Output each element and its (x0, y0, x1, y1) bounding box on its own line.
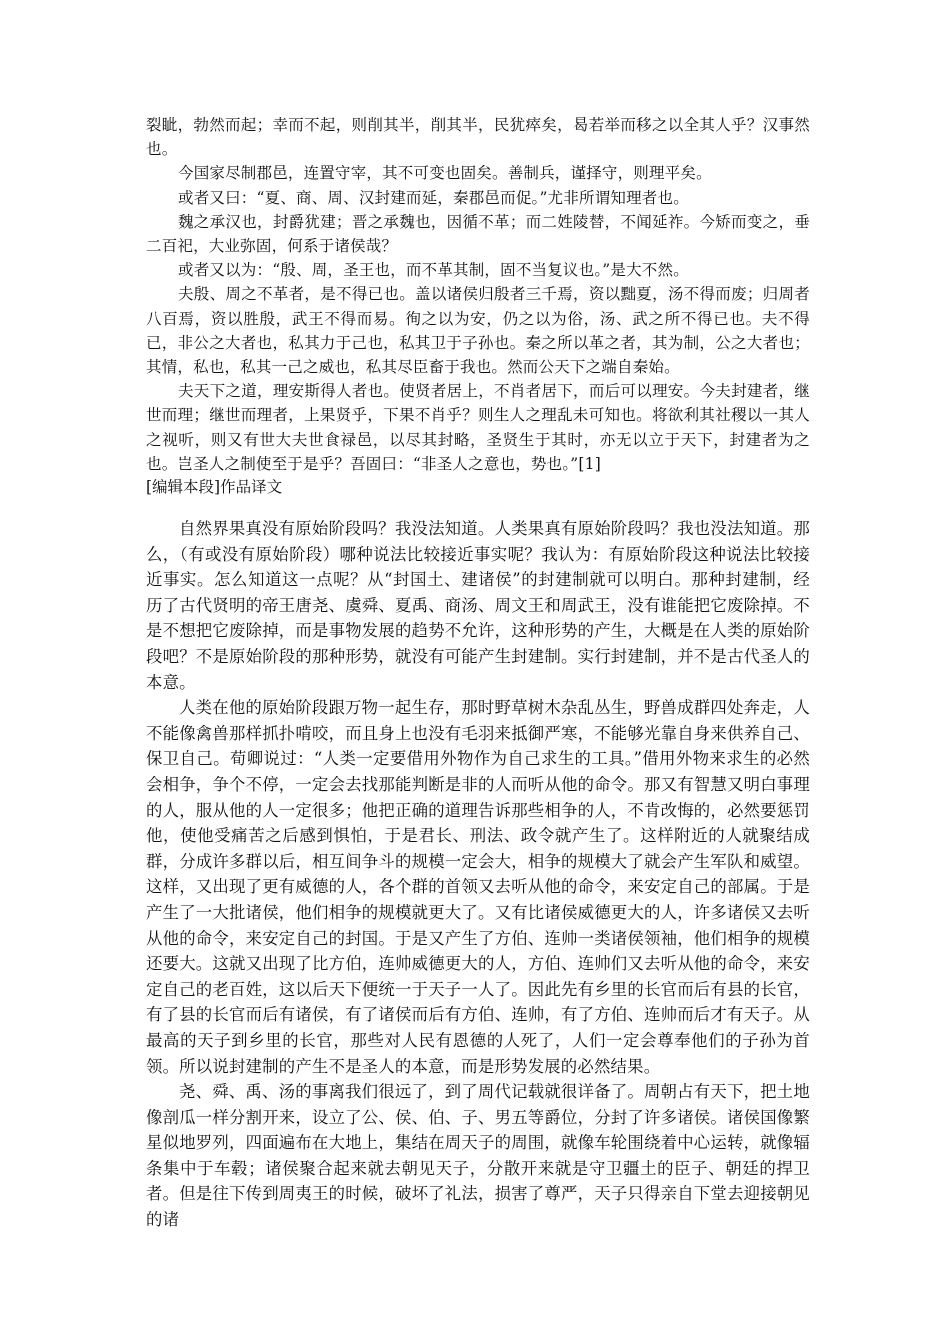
edit-section-link[interactable]: [编辑本段]作品译文 (146, 478, 283, 497)
original-paragraph: 夫殷、周之不革者，是不得已也。盖以诸侯归殷者三千焉，资以黜夏，汤不得而废；归周者八百焉，资以胜殷，武王不得而易。徇之以为安，仍之以为俗，汤、武之所不得已也。夫不得已，非公之大者也，私其力于己也，私其卫于子孙也。秦之所以革之者，其为制，公之大者也；其情，私也，私其一己之威也，私其尽臣畜于我也。然而公天下之端自秦始。 (146, 285, 810, 377)
original-paragraph: 夫天下之道，理安斯得人者也。使贤者居上，不肖者居下，而后可以理安。今夫封建者，继世而理；继世而理者，上果贤乎，下果不肖乎？则生人之理乱未可知也。将欲利其社稷以一其人之视听，则又有世大夫世食禄邑，以尽其封略，圣贤生于其时，亦无以立于天下，封建者为之也。岂圣人之制使至于是乎？吾固曰：“非圣人之意也，势也。”[1] (146, 382, 810, 473)
document-page (146, 113, 810, 1233)
original-text-section (146, 113, 810, 476)
translation-paragraph: 人类在他的原始阶段跟万物一起生存，那时野草树木杂乱丛生，野兽成群四处奔走，人不能像禽兽那样抓扑啃咬，而且身上也没有毛羽来抵御严寒，不能够光靠自身来供养自己、保卫自己。荀卿说过：“人类一定要借用外物作为自己求生的工具。”借用外物来求生的必然会相争，争个不停，一定会去找那能判断是非的人而听从他的命令。那又有智慧又明白事理的人，服从他的人一定很多；他把正确的道理告诉那些相争的人，不肯改悔的，必然要惩罚他，使他受痛苦之后感到惧怕，于是君长、刑法、政令就产生了。这样附近的人就聚结成群，分成许多群以后，相互间争斗的规模一定会大，相争的规模大了就会产生军队和威望。这样，又出现了更有威德的人，各个群的首领又去听从他的命令，来安定自己的部属。于是产生了一大批诸侯，他们相争的规模就更大了。又有比诸侯威德更大的人，许多诸侯又去听从他的命令，来安定自己的封国。于是又产生了方伯、连帅一类诸侯领袖，他们相争的规模还要大。这就又出现了比方伯，连帅威德更大的人，方伯、连帅们又去听从他的命令，来安定自己的老百姓，这以后天下便统一于天子一人了。因此先有乡里的长官而后有县的长官，有了县的长官而后有诸侯，有了诸侯而后有方伯、连帅，有了方伯、连帅而后才有天子。从最高的天子到乡里的长官，那些对人民有恩德的人死了，人们一定会尊奉他们的子孙为首领。所以说封建制的产生不是圣人的本意，而是形势发展的必然结果。 (146, 698, 810, 1076)
original-paragraph: 今国家尽制郡邑，连置守宰，其不可变也固矣。善制兵，谨择守，则理平矣。 (178, 164, 712, 183)
original-paragraph: 魏之承汉也，封爵犹建；晋之承魏也，因循不革；而二姓陵替，不闻延祚。今矫而变之，垂二百祀，大业弥固，何系于诸侯哉？ (146, 212, 810, 256)
original-paragraph: 或者又以为：“殷、周，圣王也，而不革其制，固不当复议也。”是大不然。 (178, 261, 689, 280)
translation-paragraph: 尧、舜、禹、汤的事离我们很远了，到了周代记载就很详备了。周朝占有天下，把土地像剖瓜一样分割开来，设立了公、侯、伯、子、男五等爵位，分封了许多诸侯。诸侯国像繁星似地罗列，四面遍布在大地上，集结在周天子的周围，就像车轮围绕着中心运转，就像辐条集中于车毂；诸侯聚合起来就去朝见天子，分散开来就是守卫疆土的臣子、朝廷的捍卫者。但是往下传到周夷王的时候，破坏了礼法，损害了尊严，天子只得亲自下堂去迎接朝见的诸 (146, 1082, 810, 1230)
original-paragraph: 或者又曰：“夏、商、周、汉封建而延，秦郡邑而促。”尤非所谓知理者也。 (178, 188, 689, 207)
original-paragraph: 裂眦，勃然而起；幸而不起，则削其半，削其半，民犹瘁矣，曷若举而移之以全其人乎？汉事然也。 (146, 116, 810, 159)
translation-section (146, 516, 810, 1233)
translation-paragraph: 自然界果真没有原始阶段吗？我没法知道。人类果真有原始阶段吗？我也没法知道。那么，（有或没有原始阶段）哪种说法比较接近事实呢？我认为：有原始阶段这种说法比较接近事实。怎么知道这一点呢？从“封国土、建诸侯”的封建制就可以明白。那种封建制，经历了古代贤明的帝王唐尧、虞舜、夏禹、商汤、周文王和周武王，没有谁能把它废除掉。不是不想把它废除掉，而是事物发展的趋势不允许，这种形势的产生，大概是在人类的原始阶段吧？不是原始阶段的那种形势，就没有可能产生封建制。实行封建制，并不是古代圣人的本意。 (146, 519, 810, 692)
